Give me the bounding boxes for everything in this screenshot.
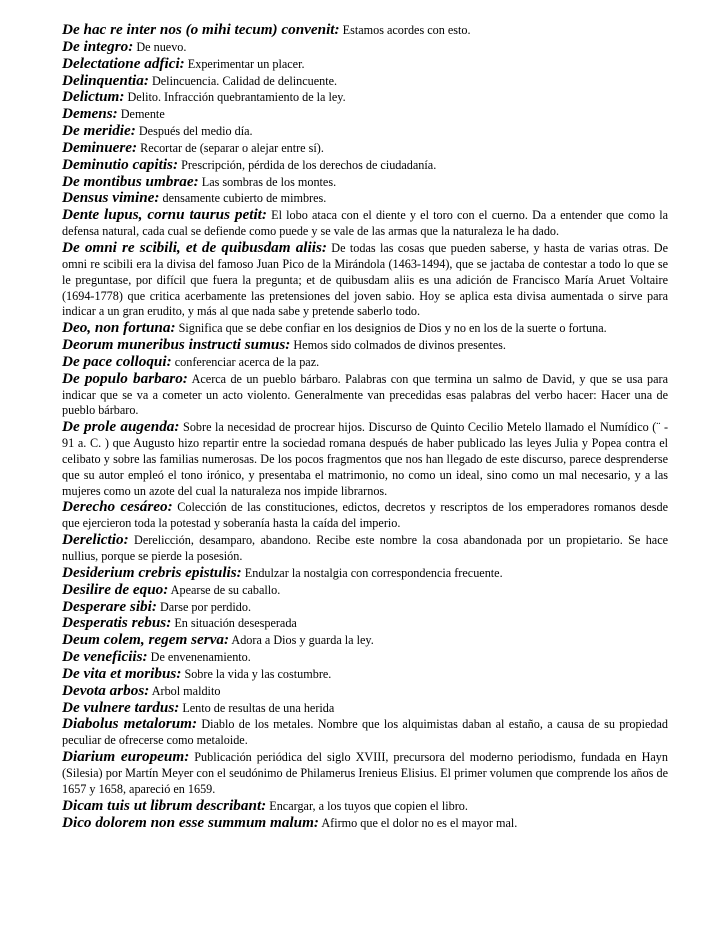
glossary-entry: [62, 337, 668, 354]
entry-definition: Lento de resultas de una herida: [182, 700, 335, 715]
entry-term: Delictum:: [62, 88, 125, 106]
glossary-entry: [62, 371, 668, 420]
entry-term: De meridie:: [62, 122, 136, 140]
glossary-entry: [62, 632, 668, 649]
glossary-entry: [62, 419, 668, 499]
entry-definition: En situación desesperada: [174, 616, 297, 631]
entry-term: De prole augenda:: [62, 418, 180, 436]
entry-definition: Después del medio día.: [138, 124, 253, 139]
glossary-entry: [62, 240, 668, 320]
entry-term: Dicam tuis ut librum describant:: [62, 796, 267, 814]
glossary-entry: [62, 354, 668, 371]
entry-term: Delectatione adfici:: [62, 54, 185, 72]
entry-definition: Arbol maldito: [151, 683, 221, 698]
glossary-entry: [62, 615, 668, 632]
entry-definition: El lobo ataca con el diente y el toro con el cuerno. Da a entender que como la defensa natural, cada cual se defiende como puede y se vale de las armas que la naturaleza le ha dado.: [62, 208, 669, 239]
glossary-entry: [62, 599, 668, 616]
glossary-entry: [62, 190, 668, 207]
glossary-entry: [62, 649, 668, 666]
glossary-entry: [62, 320, 668, 337]
glossary-entry: [62, 157, 668, 174]
glossary-entry: [62, 565, 668, 582]
entry-definition: Endulzar la nostalgia con correspondencia frecuente.: [244, 565, 503, 580]
entry-definition: Significa que se debe confiar en los designios de Dios y no en los de la suerte o fortuna.: [178, 321, 607, 336]
glossary-entry: [62, 174, 668, 191]
glossary-page: [62, 22, 668, 831]
entry-definition: Hemos sido colmados de divinos presentes.: [293, 338, 506, 353]
glossary-entry: [62, 499, 668, 532]
glossary-entry: [62, 798, 668, 815]
glossary-entry: [62, 106, 668, 123]
glossary-entry: [62, 39, 668, 56]
entry-definition: Encargar, a los tuyos que copien el libro.: [269, 798, 468, 813]
entry-term: Deum colem, regem serva:: [62, 631, 230, 649]
entry-definition: De envenenamiento.: [150, 650, 251, 665]
entry-term: Desperatis rebus:: [62, 614, 172, 632]
entry-term: Demens:: [62, 105, 118, 123]
glossary-entry: [62, 683, 668, 700]
entry-term: Densus vimine:: [62, 189, 160, 207]
entry-term: Deminutio capitis:: [62, 155, 179, 173]
entry-term: Derecho cesáreo:: [62, 498, 173, 516]
glossary-entry: [62, 749, 668, 798]
entry-definition: Acerca de un pueblo bárbaro. Palabras con que termina un salmo de David, y que se usa para indicar que se va a cometer un acto violento. Generalmente van precedidas esas palabras del verbo hacer: Hacer una de pueblo bárbaro.: [62, 371, 669, 418]
entry-definition: Las sombras de los montes.: [201, 174, 337, 189]
entry-term: De hac re inter nos (o mihi tecum) convenit:: [62, 21, 340, 38]
entry-term: Diabolus metalorum:: [62, 715, 198, 733]
entry-definition: Delincuencia. Calidad de delincuente.: [151, 73, 338, 88]
entry-term: De vulnere tardus:: [62, 698, 180, 716]
entry-term: Deo, non fortuna:: [62, 319, 176, 337]
entry-term: Diarium europeum:: [62, 748, 190, 766]
entry-definition: Derelicción, desamparo, abandono. Recibe este nombre la cosa abandonada por un propietario. Se hace nullius, porque se pierde la posesión.: [62, 533, 669, 563]
glossary-entry: [62, 56, 668, 73]
glossary-entry: [62, 716, 668, 749]
entry-definition: Darse por perdido.: [159, 599, 252, 614]
entry-term: De montibus umbrae:: [62, 172, 199, 190]
entry-term: Dico dolorem non esse summum malum:: [62, 813, 319, 831]
entry-definition: Demente: [120, 107, 165, 122]
entry-definition: Adora a Dios y guarda la ley.: [231, 633, 374, 648]
glossary-entry: [62, 815, 668, 832]
entry-definition: De todas las cosas que pueden saberse, y hasta de varias otras. De omni re scibili era la divisa del famoso Juan Pico de la Mirándola (1463-1494), que se jactaba de contestar a todo lo que se le preguntase, por difícil que fuera la pregunta; et de quibusdam aliis es una adición de Francisco María Aruet Voltaire (1694-1778) que critica acerbamente las pretensiones del joven sabio. Hoy se aplica esta divisa aumentada o sirve para indicar a un gran erudito, y más al que nada sabe y pretende saberlo todo.: [62, 240, 668, 319]
entry-definition: Recortar de (separar o alejar entre sí).: [140, 140, 324, 155]
entry-term: Desilire de equo:: [62, 580, 169, 598]
entry-definition: Apearse de su caballo.: [170, 582, 281, 597]
entry-definition: Sobre la necesidad de procrear hijos. Discurso de Quinto Cecilio Metelo llamado el Numídico (¨ - 91 a. C. ) que Augusto hizo repartir entre la sociedad romana después de haber publicado las leyes Julia y Popea contra el celibato y sobre las familias numerosas. De los pocos fragmentos que nos han llegado de este discurso, parece desprenderse que su autor empleó el tono irónico, y presentaba el matrimonio, no como un ideal, sino como un mal necesario, y a las mujeres como un azote del cual la naturaleza nos impide librarnos.: [62, 420, 668, 498]
entry-term: Devota arbos:: [62, 681, 150, 699]
entry-term: De vita et moribus:: [62, 664, 182, 682]
entry-definition: Delito. Infracción quebrantamiento de la ley.: [127, 90, 346, 105]
entry-term: Derelictio:: [62, 531, 129, 549]
entry-term: Desiderium crebris epistulis:: [62, 563, 242, 581]
entry-term: De omni re scibili, et de quibusdam aliis:: [62, 238, 327, 256]
entry-definition: Sobre la vida y las costumbre.: [184, 666, 332, 681]
glossary-entry: [62, 666, 668, 683]
entry-definition: De nuevo.: [136, 39, 187, 54]
glossary-entry: [62, 89, 668, 106]
glossary-entry: [62, 123, 668, 140]
entry-definition: Estamos acordes con esto.: [342, 23, 471, 37]
entry-definition: Afirmo que el dolor no es el mayor mal.: [321, 815, 518, 830]
entry-definition: Experimentar un placer.: [187, 56, 305, 71]
glossary-entry: [62, 140, 668, 157]
entry-term: De veneficiis:: [62, 648, 148, 666]
entry-definition: densamente cubierto de mimbres.: [162, 191, 327, 206]
entry-definition: conferenciar acerca de la paz.: [174, 354, 320, 369]
glossary-entry: [62, 22, 668, 39]
entry-term: Dente lupus, cornu taurus petit:: [62, 206, 267, 224]
glossary-entry: [62, 207, 668, 240]
entry-term: De integro:: [62, 37, 134, 55]
entry-term: Deminuere:: [62, 138, 138, 156]
glossary-entry: [62, 700, 668, 717]
glossary-entry: [62, 73, 668, 90]
glossary-entry: [62, 532, 668, 565]
entry-term: Delinquentia:: [62, 71, 149, 89]
entry-definition: Publicación periódica del siglo XVIII, precursora del moderno periodismo, fundada en Hayn (Silesia) por Martín Meyer con el seudónimo de Philamerus Irenieus Elisius. El primer volumen que comprende los años de 1657 y 1658, apareció en 1659.: [62, 750, 668, 796]
entry-term: Deorum muneribus instructi sumus:: [62, 336, 291, 354]
entry-definition: Prescripción, pérdida de los derechos de ciudadanía.: [181, 157, 437, 172]
entry-term: De populo barbaro:: [62, 369, 188, 387]
entry-definition: Colección de las constituciones, edictos, decretos y rescriptos de los emperadores romanos desde que ejercieron toda la potestad y soberanía hasta la caída del imperio.: [62, 500, 669, 531]
glossary-entry: [62, 582, 668, 599]
entry-definition: Diablo de los metales. Nombre que los alquimistas daban al estaño, a causa de su propiedad peculiar de ofrecerse como metaloide.: [62, 717, 668, 748]
entry-term: Desperare sibi:: [62, 597, 157, 615]
entry-term: De pace colloqui:: [62, 352, 172, 370]
